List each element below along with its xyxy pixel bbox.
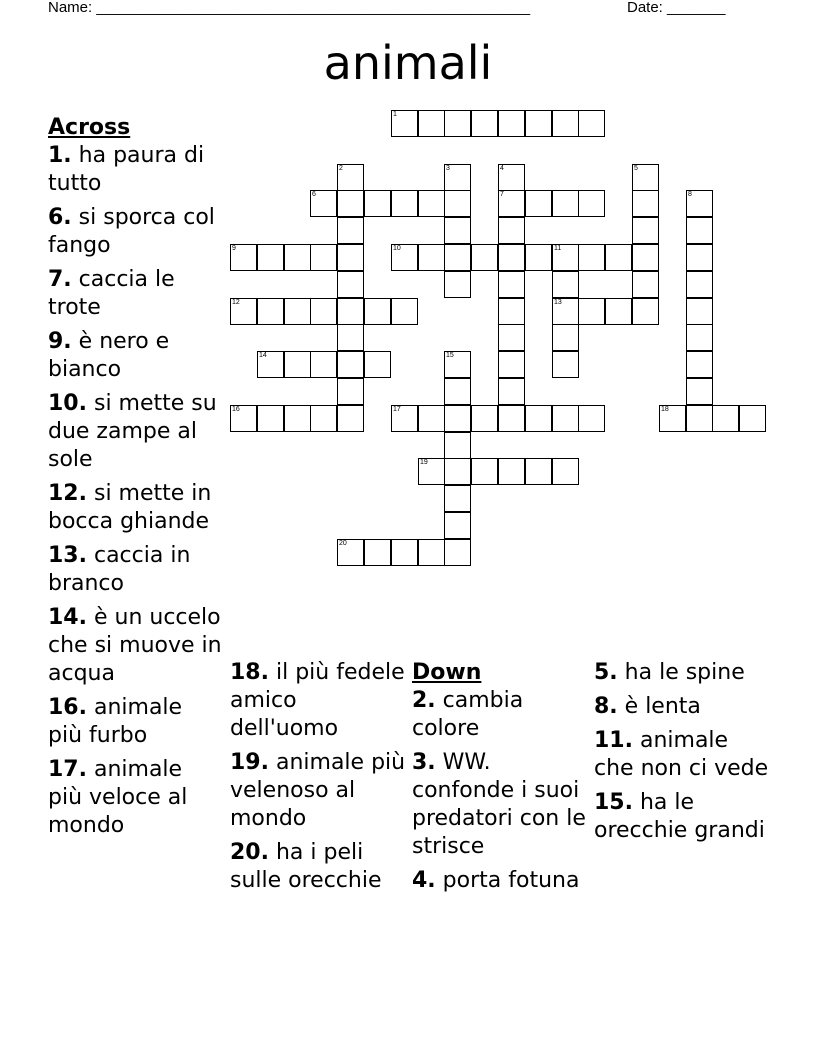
cell-number: 17 [393, 406, 401, 413]
cell-number: 6 [312, 191, 316, 198]
grid-cell[interactable] [418, 405, 445, 432]
down-heading: Down [412, 660, 482, 685]
grid-cell[interactable] [337, 244, 364, 271]
grid-cell[interactable] [444, 164, 471, 191]
grid-cell[interactable] [257, 244, 284, 271]
grid-cell[interactable] [525, 190, 552, 217]
grid-cell[interactable] [230, 405, 257, 432]
grid-cell[interactable] [337, 190, 364, 217]
clue-down-5: 5. ha le spine [594, 660, 745, 685]
grid-cell[interactable] [578, 190, 605, 217]
grid-cell[interactable] [418, 110, 445, 137]
cell-number: 16 [232, 406, 240, 413]
clue-across-14: 14. è un uccelo che si muove in acqua [48, 605, 222, 686]
grid-cell[interactable] [337, 271, 364, 298]
grid-cell[interactable] [578, 405, 605, 432]
grid-cell[interactable] [498, 351, 525, 378]
grid-cell[interactable] [552, 405, 579, 432]
grid-cell[interactable] [337, 405, 364, 432]
grid-cell[interactable] [310, 351, 337, 378]
grid-cell[interactable] [739, 405, 766, 432]
grid-cell[interactable] [632, 164, 659, 191]
grid-cell[interactable] [444, 432, 471, 459]
down-clues-column-1 [412, 659, 592, 901]
grid-cell[interactable] [498, 271, 525, 298]
cell-number: 1 [393, 111, 397, 118]
grid-cell[interactable] [686, 378, 713, 405]
grid-cell[interactable] [364, 298, 391, 325]
grid-cell[interactable] [578, 244, 605, 271]
name-field-label: Name: ____________________________________________________ [48, 0, 531, 16]
grid-cell[interactable] [310, 405, 337, 432]
grid-cell[interactable] [257, 298, 284, 325]
across-clues-column-1 [48, 114, 223, 846]
grid-cell[interactable] [498, 378, 525, 405]
cell-number: 12 [232, 299, 240, 306]
grid-cell[interactable] [552, 244, 579, 271]
grid-cell[interactable] [686, 190, 713, 217]
cell-number: 10 [393, 245, 401, 252]
grid-cell[interactable] [498, 458, 525, 485]
grid-cell[interactable] [444, 378, 471, 405]
grid-cell[interactable] [605, 244, 632, 271]
grid-cell[interactable] [552, 110, 579, 137]
grid-cell[interactable] [686, 405, 713, 432]
grid-cell[interactable] [337, 539, 364, 566]
grid-cell[interactable] [552, 324, 579, 351]
grid-cell[interactable] [525, 405, 552, 432]
grid-cell[interactable] [552, 458, 579, 485]
grid-cell[interactable] [498, 164, 525, 191]
grid-cell[interactable] [337, 298, 364, 325]
across-heading: Across [48, 115, 131, 140]
grid-cell[interactable] [444, 405, 471, 432]
clue-across-16: 16. animale più furbo [48, 695, 183, 748]
clue-across-17: 17. animale più veloce al mondo [48, 757, 188, 838]
clue-across-10: 10. si mette su due zampe al sole [48, 391, 217, 472]
cell-number: 5 [634, 165, 638, 172]
cell-number: 8 [688, 191, 692, 198]
grid-cell[interactable] [552, 298, 579, 325]
down-clues-column-2 [594, 659, 769, 851]
cell-number: 7 [500, 191, 504, 198]
grid-cell[interactable] [498, 190, 525, 217]
grid-cell[interactable] [444, 485, 471, 512]
puzzle-title: animali [323, 36, 493, 90]
grid-cell[interactable] [284, 405, 311, 432]
clue-down-4: 4. porta fotuna [412, 868, 580, 893]
clue-across-1: 1. ha paura di tutto [48, 143, 205, 196]
grid-cell[interactable] [337, 217, 364, 244]
grid-cell[interactable] [471, 458, 498, 485]
clue-across-6: 6. si sporca col fango [48, 205, 215, 258]
grid-cell[interactable] [418, 539, 445, 566]
grid-cell[interactable] [632, 271, 659, 298]
grid-cell[interactable] [686, 298, 713, 325]
clue-down-11: 11. animale che non ci vede [594, 728, 769, 781]
grid-cell[interactable] [712, 405, 739, 432]
clue-down-2: 2. cambia colore [412, 688, 524, 741]
grid-cell[interactable] [444, 539, 471, 566]
grid-cell[interactable] [498, 217, 525, 244]
grid-cell[interactable] [257, 351, 284, 378]
grid-cell[interactable] [257, 405, 284, 432]
grid-cell[interactable] [578, 110, 605, 137]
grid-cell[interactable] [632, 298, 659, 325]
grid-cell[interactable] [364, 190, 391, 217]
grid-cell[interactable] [686, 324, 713, 351]
grid-cell[interactable] [337, 378, 364, 405]
cell-number: 4 [500, 165, 504, 172]
grid-cell[interactable] [391, 244, 418, 271]
grid-cell[interactable] [364, 539, 391, 566]
grid-cell[interactable] [498, 244, 525, 271]
cell-number: 9 [232, 245, 236, 252]
cell-number: 20 [339, 540, 347, 547]
grid-cell[interactable] [284, 298, 311, 325]
grid-cell[interactable] [632, 217, 659, 244]
grid-cell[interactable] [498, 405, 525, 432]
grid-cell[interactable] [444, 351, 471, 378]
clue-down-3: 3. WW. confonde i suoi predatori con le strisce [412, 750, 586, 859]
cell-number: 19 [420, 459, 428, 466]
cell-number: 18 [661, 406, 669, 413]
grid-cell[interactable] [498, 324, 525, 351]
clue-across-9: 9. è nero e bianco [48, 329, 170, 382]
grid-cell[interactable] [444, 458, 471, 485]
grid-cell[interactable] [605, 298, 632, 325]
grid-cell[interactable] [444, 271, 471, 298]
cell-number: 14 [259, 352, 267, 359]
grid-cell[interactable] [444, 217, 471, 244]
cell-number: 15 [446, 352, 454, 359]
grid-cell[interactable] [391, 405, 418, 432]
grid-cell[interactable] [686, 244, 713, 271]
grid-cell[interactable] [525, 110, 552, 137]
grid-cell[interactable] [444, 190, 471, 217]
grid-cell[interactable] [284, 244, 311, 271]
grid-cell[interactable] [471, 110, 498, 137]
date-field-label: Date: _______ [627, 0, 726, 16]
grid-cell[interactable] [364, 351, 391, 378]
cell-number: 2 [339, 165, 343, 172]
grid-cell[interactable] [471, 244, 498, 271]
clue-down-8: 8. è lenta [594, 694, 701, 719]
grid-cell[interactable] [444, 110, 471, 137]
grid-cell[interactable] [686, 351, 713, 378]
grid-cell[interactable] [552, 351, 579, 378]
grid-cell[interactable] [525, 244, 552, 271]
clue-across-20: 20. ha i peli sulle orecchie [230, 840, 382, 893]
grid-cell[interactable] [418, 458, 445, 485]
grid-cell[interactable] [659, 405, 686, 432]
grid-cell[interactable] [525, 458, 552, 485]
grid-cell[interactable] [552, 190, 579, 217]
grid-cell[interactable] [444, 244, 471, 271]
clue-across-19: 19. animale più velenoso al mondo [230, 750, 406, 831]
clue-across-7: 7. caccia le trote [48, 267, 175, 320]
grid-cell[interactable] [310, 244, 337, 271]
clue-down-15: 15. ha le orecchie grandi [594, 790, 765, 843]
across-clues-column-2 [230, 659, 408, 901]
grid-cell[interactable] [337, 164, 364, 191]
cell-number: 11 [554, 245, 562, 252]
grid-cell[interactable] [686, 271, 713, 298]
grid-cell[interactable] [391, 298, 418, 325]
grid-cell[interactable] [230, 244, 257, 271]
grid-cell[interactable] [578, 298, 605, 325]
grid-cell[interactable] [310, 298, 337, 325]
grid-cell[interactable] [418, 244, 445, 271]
grid-cell[interactable] [444, 512, 471, 539]
grid-cell[interactable] [284, 351, 311, 378]
clue-across-12: 12. si mette in bocca ghiande [48, 481, 212, 534]
grid-cell[interactable] [632, 244, 659, 271]
grid-cell[interactable] [632, 190, 659, 217]
cell-number: 13 [554, 299, 562, 306]
grid-cell[interactable] [337, 324, 364, 351]
grid-cell[interactable] [391, 190, 418, 217]
grid-cell[interactable] [230, 298, 257, 325]
grid-cell[interactable] [686, 217, 713, 244]
grid-cell[interactable] [391, 110, 418, 137]
grid-cell[interactable] [337, 351, 364, 378]
grid-cell[interactable] [391, 539, 418, 566]
grid-cell[interactable] [552, 271, 579, 298]
grid-cell[interactable] [498, 298, 525, 325]
clue-across-13: 13. caccia in branco [48, 543, 191, 596]
grid-cell[interactable] [418, 190, 445, 217]
grid-cell[interactable] [498, 110, 525, 137]
clue-across-18: 18. il più fedele amico dell'uomo [230, 660, 405, 741]
grid-cell[interactable] [310, 190, 337, 217]
cell-number: 3 [446, 165, 450, 172]
grid-cell[interactable] [471, 405, 498, 432]
